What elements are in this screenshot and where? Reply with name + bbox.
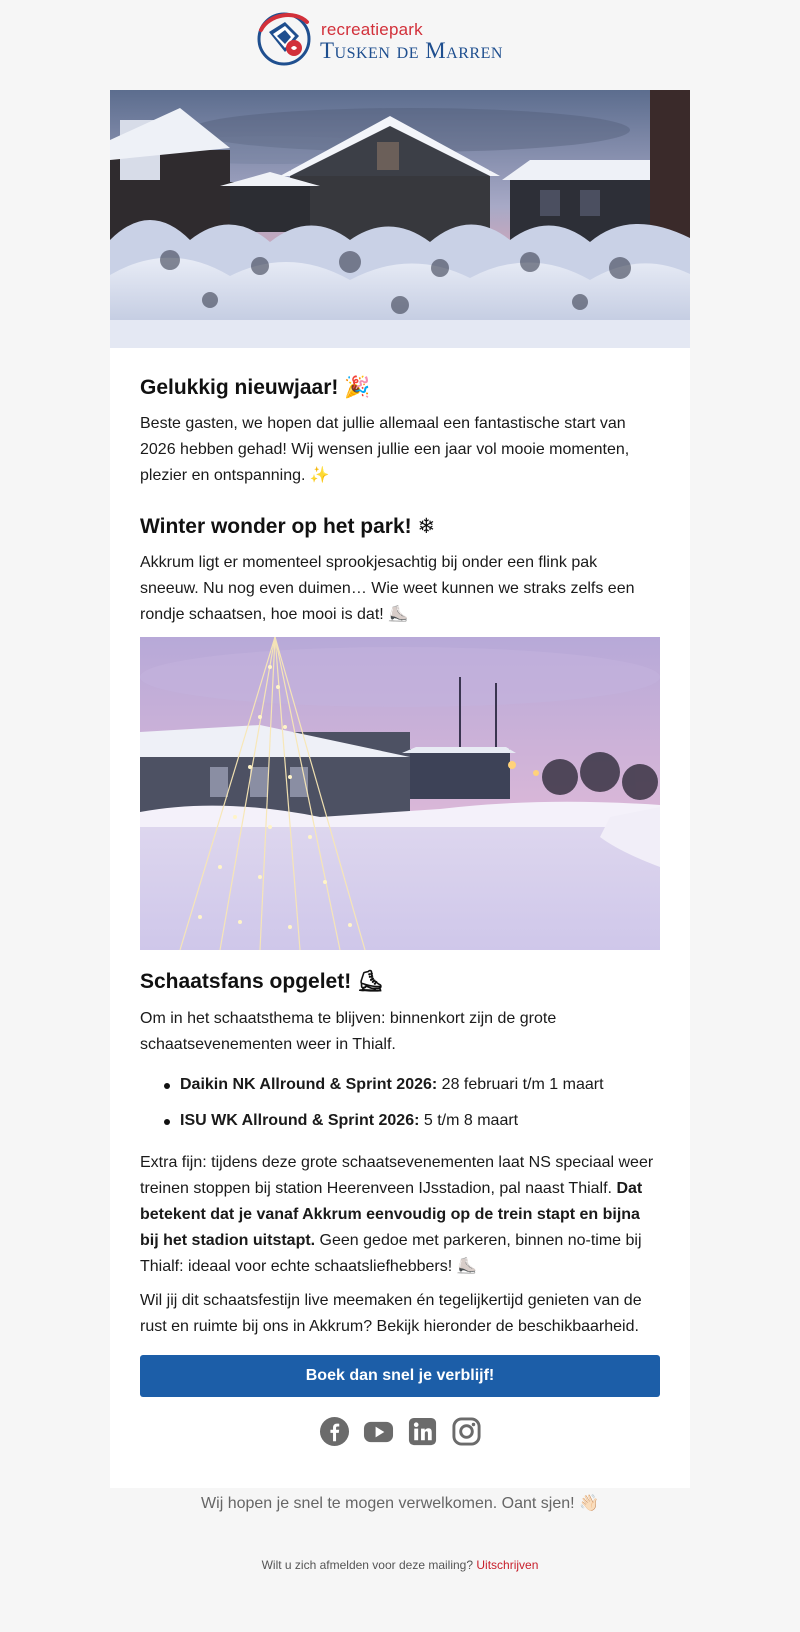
event-name: ISU WK Allround & Sprint 2026: — [180, 1112, 420, 1129]
winter-harbor-image — [140, 637, 660, 950]
newsletter-card — [110, 90, 690, 1488]
event-dates: 5 t/m 8 maart — [419, 1112, 519, 1129]
event-item — [140, 1072, 660, 1098]
newyear-text: Beste gasten, we hopen dat jullie allemaal een fantastische start van 2026 hebben gehad! Wij wensen jullie een jaar vol mooie momenten, plezier en ontspanning. ✨ — [140, 415, 630, 484]
closing-text: Wil jij dit schaatsfestijn live meemaken én tegelijkertijd genieten van de rust en ruimte bij ons in Akkrum? Bekijk hieronder de beschikbaarheid. — [140, 1292, 642, 1335]
unsubscribe-link[interactable]: Uitschrijven — [476, 1558, 539, 1572]
instagram-icon[interactable] — [451, 1416, 482, 1447]
youtube-icon[interactable] — [363, 1416, 394, 1447]
event-name: Daikin NK Allround & Sprint 2026: — [180, 1076, 438, 1093]
unsubscribe-line — [0, 1558, 800, 1572]
events-list — [140, 1072, 660, 1144]
train-info-outro: Geen gedoe met parkeren, binnen no-time bij Thialf: ideaal voor echte schaatsliefhebbers! ⛸️ — [140, 1232, 642, 1275]
facebook-icon[interactable] — [319, 1416, 350, 1447]
train-info-intro: Extra fijn: tijdens deze grote schaatsevenementen laat NS speciaal weer treinen stoppen bij station Heerenveen IJsstadion, pal naast Thialf. — [140, 1154, 654, 1197]
brand-logo[interactable] — [255, 8, 545, 68]
social-links — [140, 1416, 660, 1452]
brand-name: Tusken de Marren — [320, 38, 503, 63]
winter-heading: Winter wonder op het park! ❄ — [140, 515, 436, 538]
event-item — [140, 1108, 660, 1134]
train-info-text — [140, 1150, 660, 1280]
unsubscribe-text: Wilt u zich afmelden voor deze mailing? — [261, 1558, 474, 1572]
train-info-highlight: Dat betekent dat je vanaf Akkrum eenvoudig op de trein stapt en bijna bij het stadion uitstapt. — [140, 1180, 643, 1249]
book-stay-button[interactable]: Boek dan snel je verblijf! — [140, 1355, 660, 1397]
newyear-heading: Gelukkig nieuwjaar! 🎉 — [140, 376, 371, 399]
park-emblem-icon — [255, 8, 313, 66]
hero-image — [110, 90, 690, 348]
footer-message: Wij hopen je snel te mogen verwelkomen. Oant sjen! 👋🏻 — [201, 1495, 599, 1512]
skating-intro: Om in het schaatsthema te blijven: binnenkort zijn de grote schaatsevenementen weer in Thialf. — [140, 1010, 557, 1053]
brand-subtitle: recreatiepark — [321, 20, 423, 39]
skating-heading: Schaatsfans opgelet! ⛸ — [140, 970, 384, 993]
linkedin-icon[interactable] — [407, 1416, 438, 1447]
winter-text: Akkrum ligt er momenteel sprookjesachtig bij onder een flink pak sneeuw. Nu nog even duimen… Wie weet kunnen we straks zelfs een rondje schaatsen, hoe mooi is dat! ⛸️ — [140, 554, 635, 623]
event-dates: 28 februari t/m 1 maart — [437, 1076, 604, 1093]
